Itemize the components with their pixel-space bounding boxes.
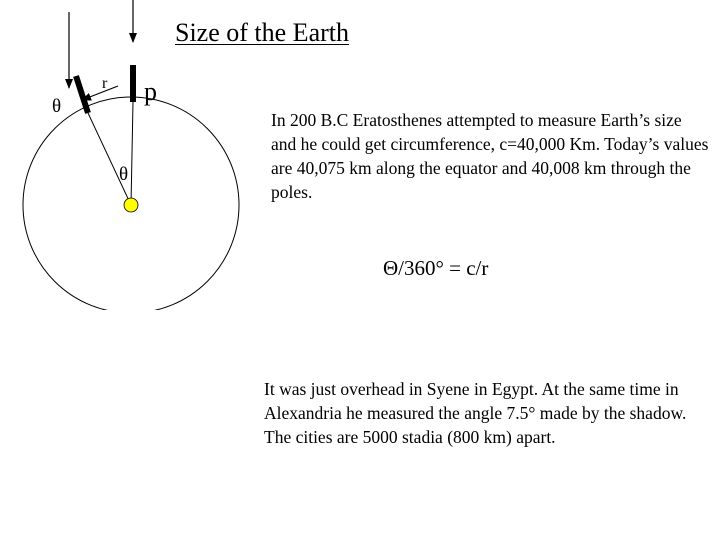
theta-center-label: θ (119, 164, 129, 185)
theta-left-label: θ (52, 96, 62, 117)
page-title: Size of the Earth (175, 18, 349, 47)
gnomon-stick-alexandria (76, 76, 88, 113)
radius-to-alexandria (88, 113, 131, 205)
r-label: r (102, 75, 108, 92)
earth-center-dot (124, 198, 138, 212)
history-paragraph: In 200 B.C Eratosthenes attempted to measure Earth’s size and he could get circumference, c=40,000 Km. Today’s values are 40,075 km along the equator and 40,008 km through the poles. (271, 110, 709, 202)
formula: Θ/360° = c/r (383, 256, 489, 280)
distance-arrow-r (82, 86, 118, 100)
p-label: p (144, 77, 157, 106)
method-paragraph: It was just overhead in Syene in Egypt. At the same time in Alexandria he measured the angle 7.5° made by the shadow. The cities are 5000 stadia (800 km) apart. (264, 379, 687, 447)
radius-to-syene (131, 102, 133, 205)
